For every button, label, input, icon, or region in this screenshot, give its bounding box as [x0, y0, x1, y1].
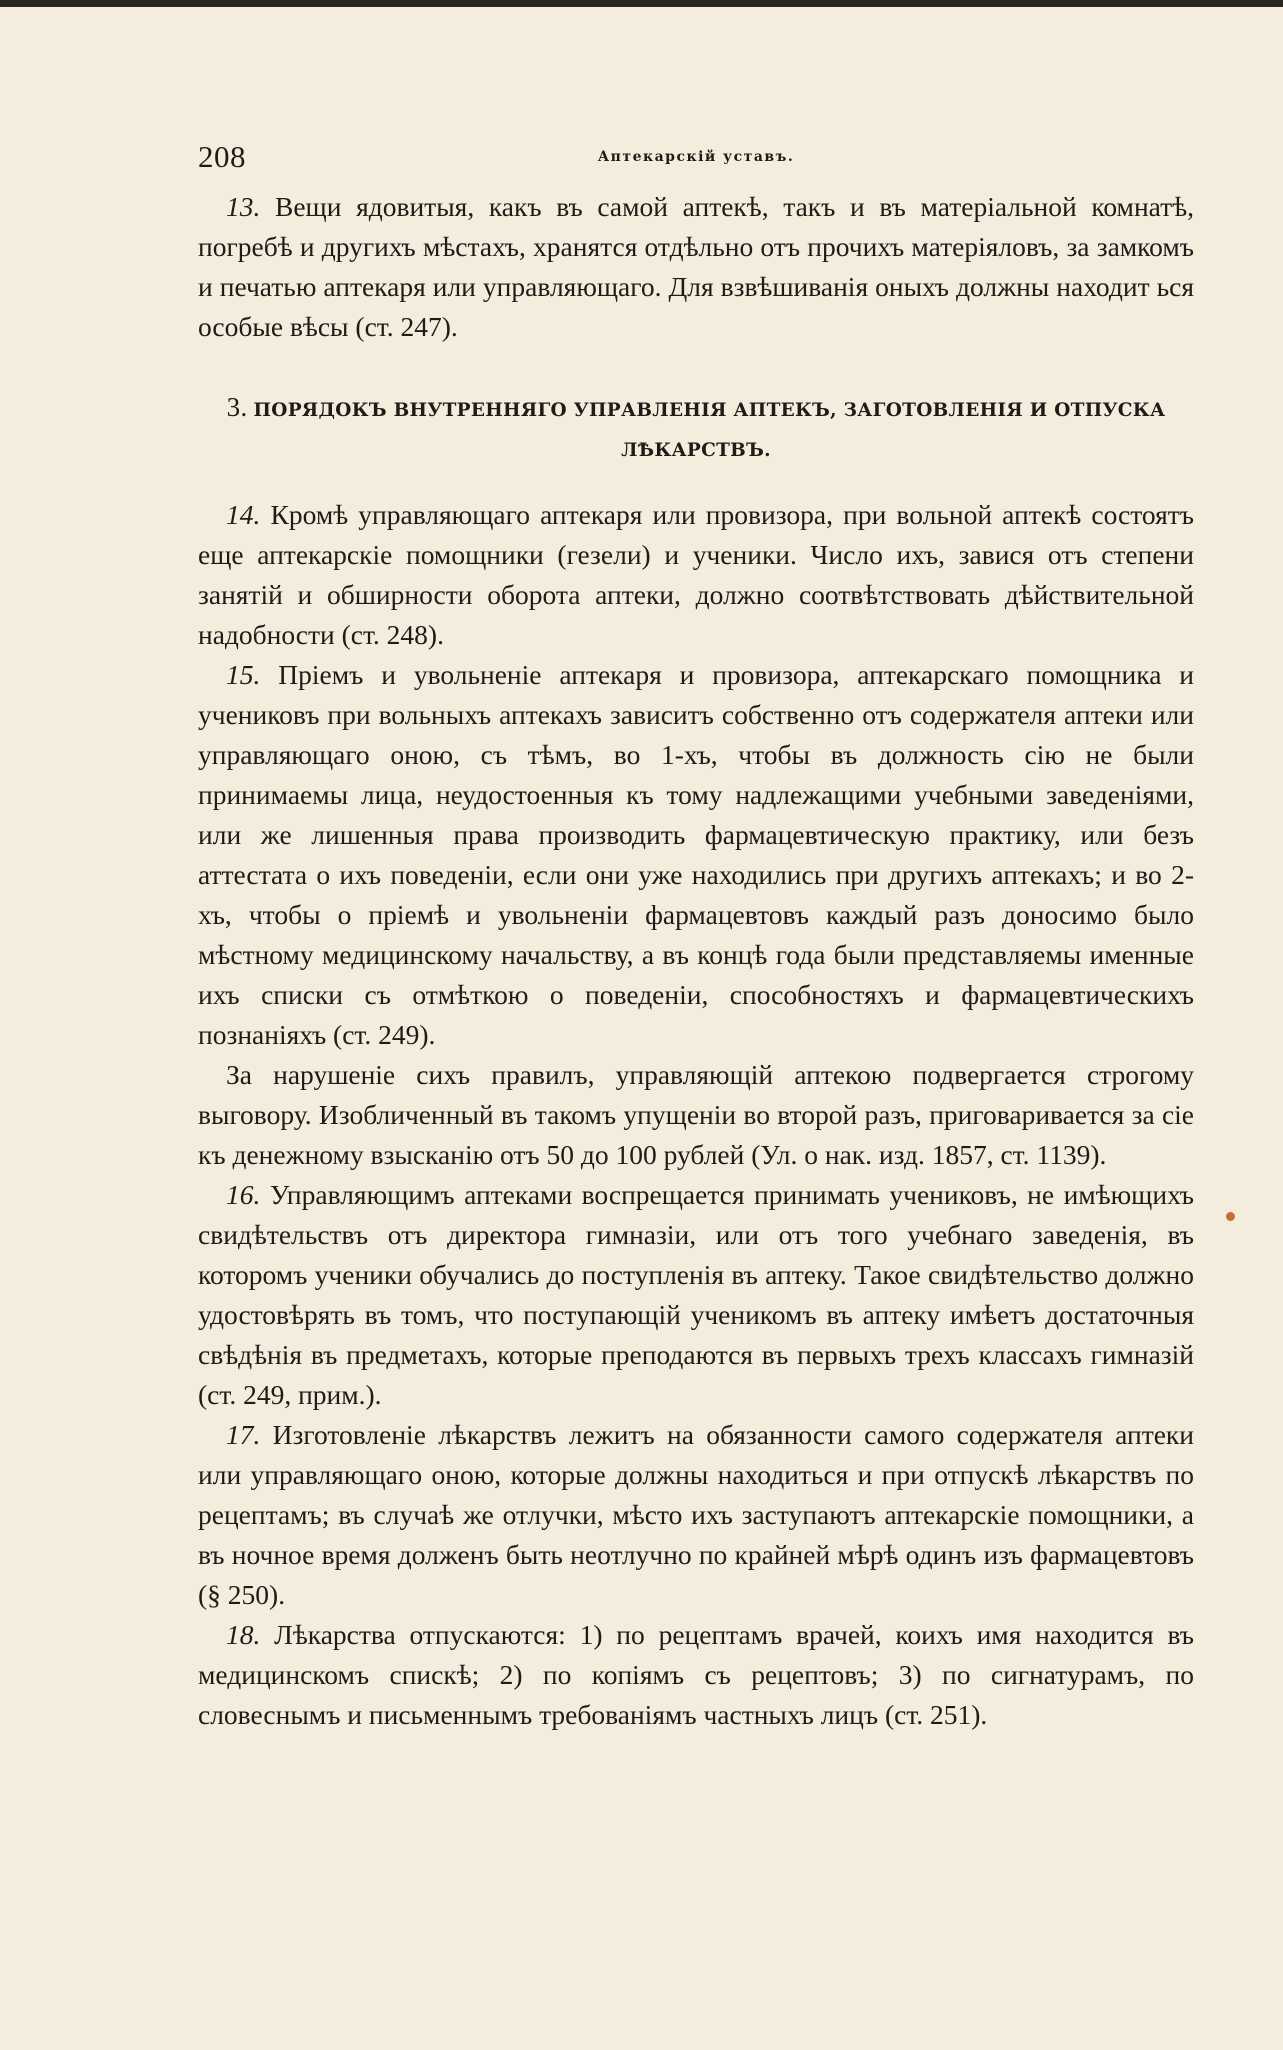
section-title-part-1: ПОРЯДОКЪ ВНУТРЕННЯГО УПРАВЛЕНІЯ АПТЕКЪ, ЗАГОТОВЛЕНІЯ И ОТПУСКА [253, 400, 1166, 421]
article-18 [198, 1615, 1194, 1735]
article-15-penalty [198, 1055, 1194, 1175]
section-number: 3. [226, 392, 248, 422]
article-15 [198, 655, 1194, 1055]
article-14 [198, 495, 1194, 655]
section-title-part-2: ЛѢКАРСТВЪ. [621, 440, 771, 461]
page-body [198, 135, 1194, 1735]
article-text: За нарушеніе сихъ правилъ, управляющій аптекою подвергается строгому выговору. Изобличенный въ такомъ упущеніи во второй разъ, приговаривается за сіе къ денежному взысканію отъ 50 до 100 рублей (Ул. о нак. изд. 1857, ст. 1139). [198, 1059, 1194, 1170]
article-text: Изготовленіе лѣкарствъ лежитъ на обязанности самого содержателя аптеки или управляющаго оною, которые должны находиться и при отпускѣ лѣкарствъ по рецептамъ; въ случаѣ же отлучки, мѣсто ихъ заступаютъ аптекарскіе помощники, а въ ночное время долженъ быть неотлучно по крайней мѣрѣ одинъ изъ фармацевтовъ (§ 250). [198, 1419, 1194, 1610]
article-text: Лѣкарства отпускаются: 1) по рецептамъ врачей, коихъ имя находится въ медицинскомъ спискѣ; 2) по копіямъ съ рецептовъ; 3) по сигнатурамъ, по словеснымъ и письменнымъ требованіямъ частныхъ лицъ (ст. 251). [198, 1619, 1194, 1730]
section-heading [198, 387, 1194, 471]
article-text: Управляющимъ аптеками воспрещается принимать учениковъ, не имѣющихъ свидѣтельствъ отъ директора гимназіи, или отъ того учебнаго заведенія, въ которомъ ученики обучались до поступленія въ аптеку. Такое свидѣтельство должно удостовѣрять въ томъ, что поступающій ученикомъ въ аптеку имѣетъ достаточныя свѣдѣнія въ предметахъ, которые преподаются въ первыхъ трехъ классахъ гимназій (ст. 249, прим.). [198, 1179, 1194, 1410]
scan-top-edge [0, 0, 1283, 7]
running-title: Аптекарскій уставъ. [597, 149, 795, 165]
margin-stain [1226, 1212, 1235, 1221]
article-text: Вещи ядовитыя, какъ въ самой аптекѣ, такъ и въ матеріальной комнатѣ, погребѣ и другихъ мѣстахъ, хранятся отдѣльно отъ прочихъ матеріяловъ, за замкомъ и печатью аптекаря или управляющаго. Для взвѣшиванія оныхъ должны находит ься особые вѣсы (ст. 247). [198, 191, 1194, 342]
article-number: 13. [226, 191, 261, 222]
page-number: 208 [198, 139, 246, 174]
article-number: 14. [226, 499, 261, 530]
article-16 [198, 1175, 1194, 1415]
article-13 [198, 187, 1194, 347]
article-number: 16. [226, 1179, 261, 1210]
article-number: 18. [226, 1619, 261, 1650]
section-heading-line-1 [198, 387, 1194, 431]
running-head [198, 135, 1194, 187]
article-number: 17. [226, 1419, 261, 1450]
article-number: 15. [226, 659, 261, 690]
article-17 [198, 1415, 1194, 1615]
article-text: Пріемъ и увольненіе аптекаря и провизора, аптекарскаго помощника и учениковъ при вольныхъ аптекахъ зависитъ собственно отъ содержателя аптеки или управляющаго оною, съ тѣмъ, во 1-хъ, чтобы въ должность сію не были принимаемы лица, неудостоенныя къ тому надлежащими учебными заведеніями, или же лишенныя права производить фармацевтическую практику, или безъ аттестата о ихъ поведеніи, если они уже находились при другихъ аптекахъ; и во 2-хъ, чтобы о пріемѣ и увольненіи фармацевтовъ каждый разъ доносимо было мѣстному медицинскому начальству, а въ концѣ года были представляемы именные ихъ списки съ отмѣткою о поведеніи, способностяхъ и фармацевтическихъ познаніяхъ (ст. 249). [198, 659, 1194, 1050]
article-text: Кромѣ управляющаго аптекаря или провизора, при вольной аптекѣ состоятъ еще аптекарскіе помощники (гезели) и ученики. Число ихъ, завися отъ степени занятій и обширности оборота аптеки, должно соотвѣтствовать дѣйствительной надобности (ст. 248). [198, 499, 1194, 650]
